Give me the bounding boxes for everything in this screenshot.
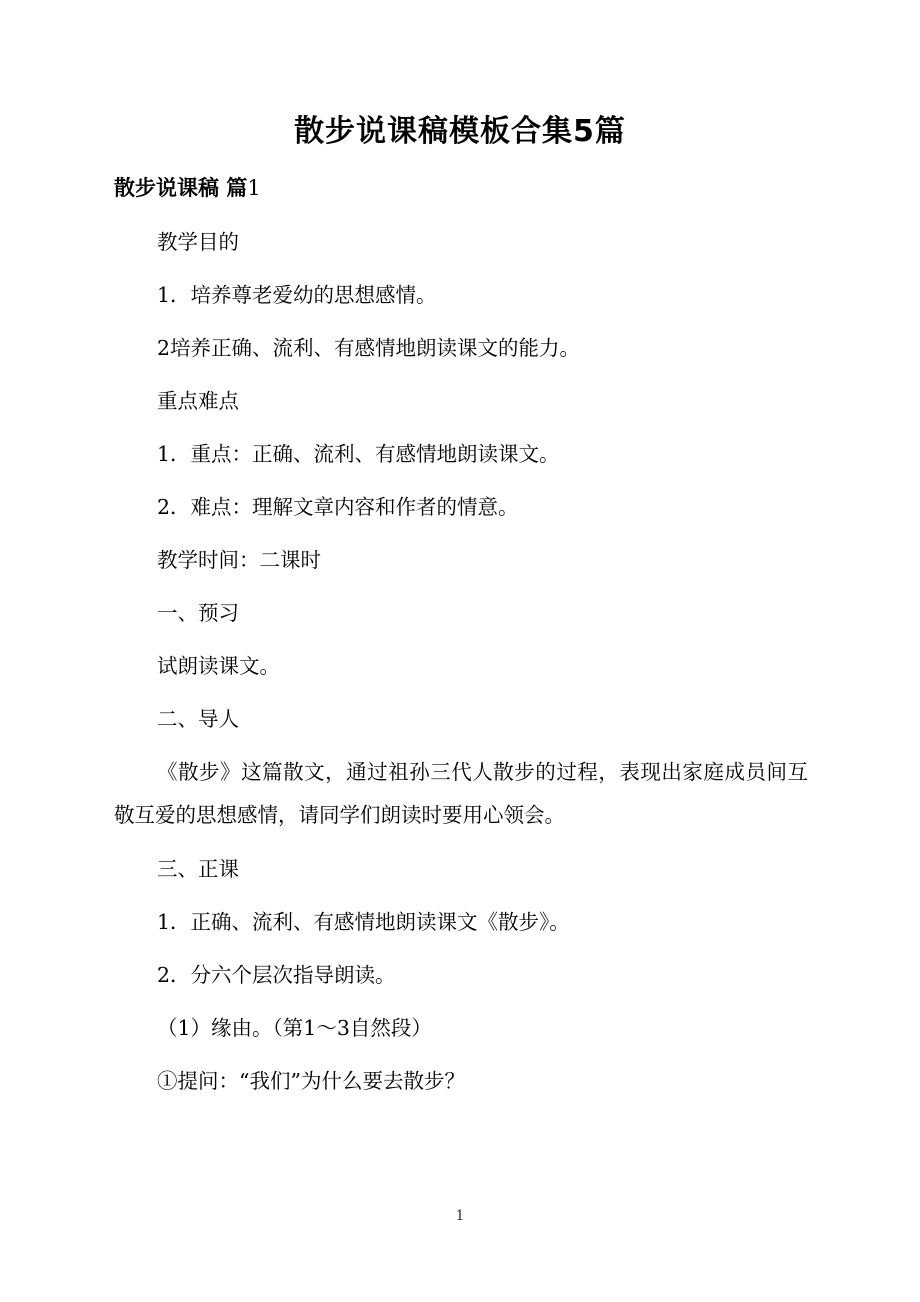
paragraph-goal-1: 1．培养尊老爱幼的思想感情。 [157, 283, 437, 307]
paragraph-key-point-1: 1．重点：正确、流利、有感情地朗读课文。 [157, 442, 560, 466]
paragraph-key-points: 重点难点 [157, 389, 239, 413]
paragraph-reason: （1）缘由。（第1～3自然段） [157, 1016, 432, 1040]
paragraph-difficulty-2: 2．难点：理解文章内容和作者的情意。 [157, 495, 519, 519]
paragraph-teaching-goals: 教学目的 [157, 230, 239, 254]
paragraph-intro-detail: 《散步》这篇散文，通过祖孙三代人散步的过程，表现出家庭成员间互敬互爱的思想感情，请同学们朗读时要用心领会。 [114, 760, 808, 827]
section-heading-label: 散步说课稿 篇 [114, 176, 248, 200]
paragraph-teaching-time: 教学时间：二课时 [157, 548, 321, 572]
paragraph-preview-detail: 试朗读课文。 [157, 654, 280, 678]
document-title: 散步说课稿模板合集5篇 [294, 114, 626, 149]
paragraph-step-preview: 一、预习 [157, 601, 239, 625]
document-body [114, 226, 808, 1118]
paragraph-main-1: 1．正确、流利、有感情地朗读课文《散步》。 [157, 910, 570, 934]
section-heading [114, 172, 261, 204]
paragraph-step-main: 三、正课 [157, 857, 239, 881]
paragraph-step-intro: 二、导人 [157, 707, 239, 731]
page-number: 1 [455, 1208, 465, 1224]
section-heading-number: 1 [247, 176, 261, 200]
paragraph-goal-2: 2培养正确、流利、有感情地朗读课文的能力。 [157, 336, 581, 360]
paragraph-question: ①提问：“我们”为什么要去散步？ [157, 1069, 465, 1093]
paragraph-main-2: 2．分六个层次指导朗读。 [157, 963, 396, 987]
